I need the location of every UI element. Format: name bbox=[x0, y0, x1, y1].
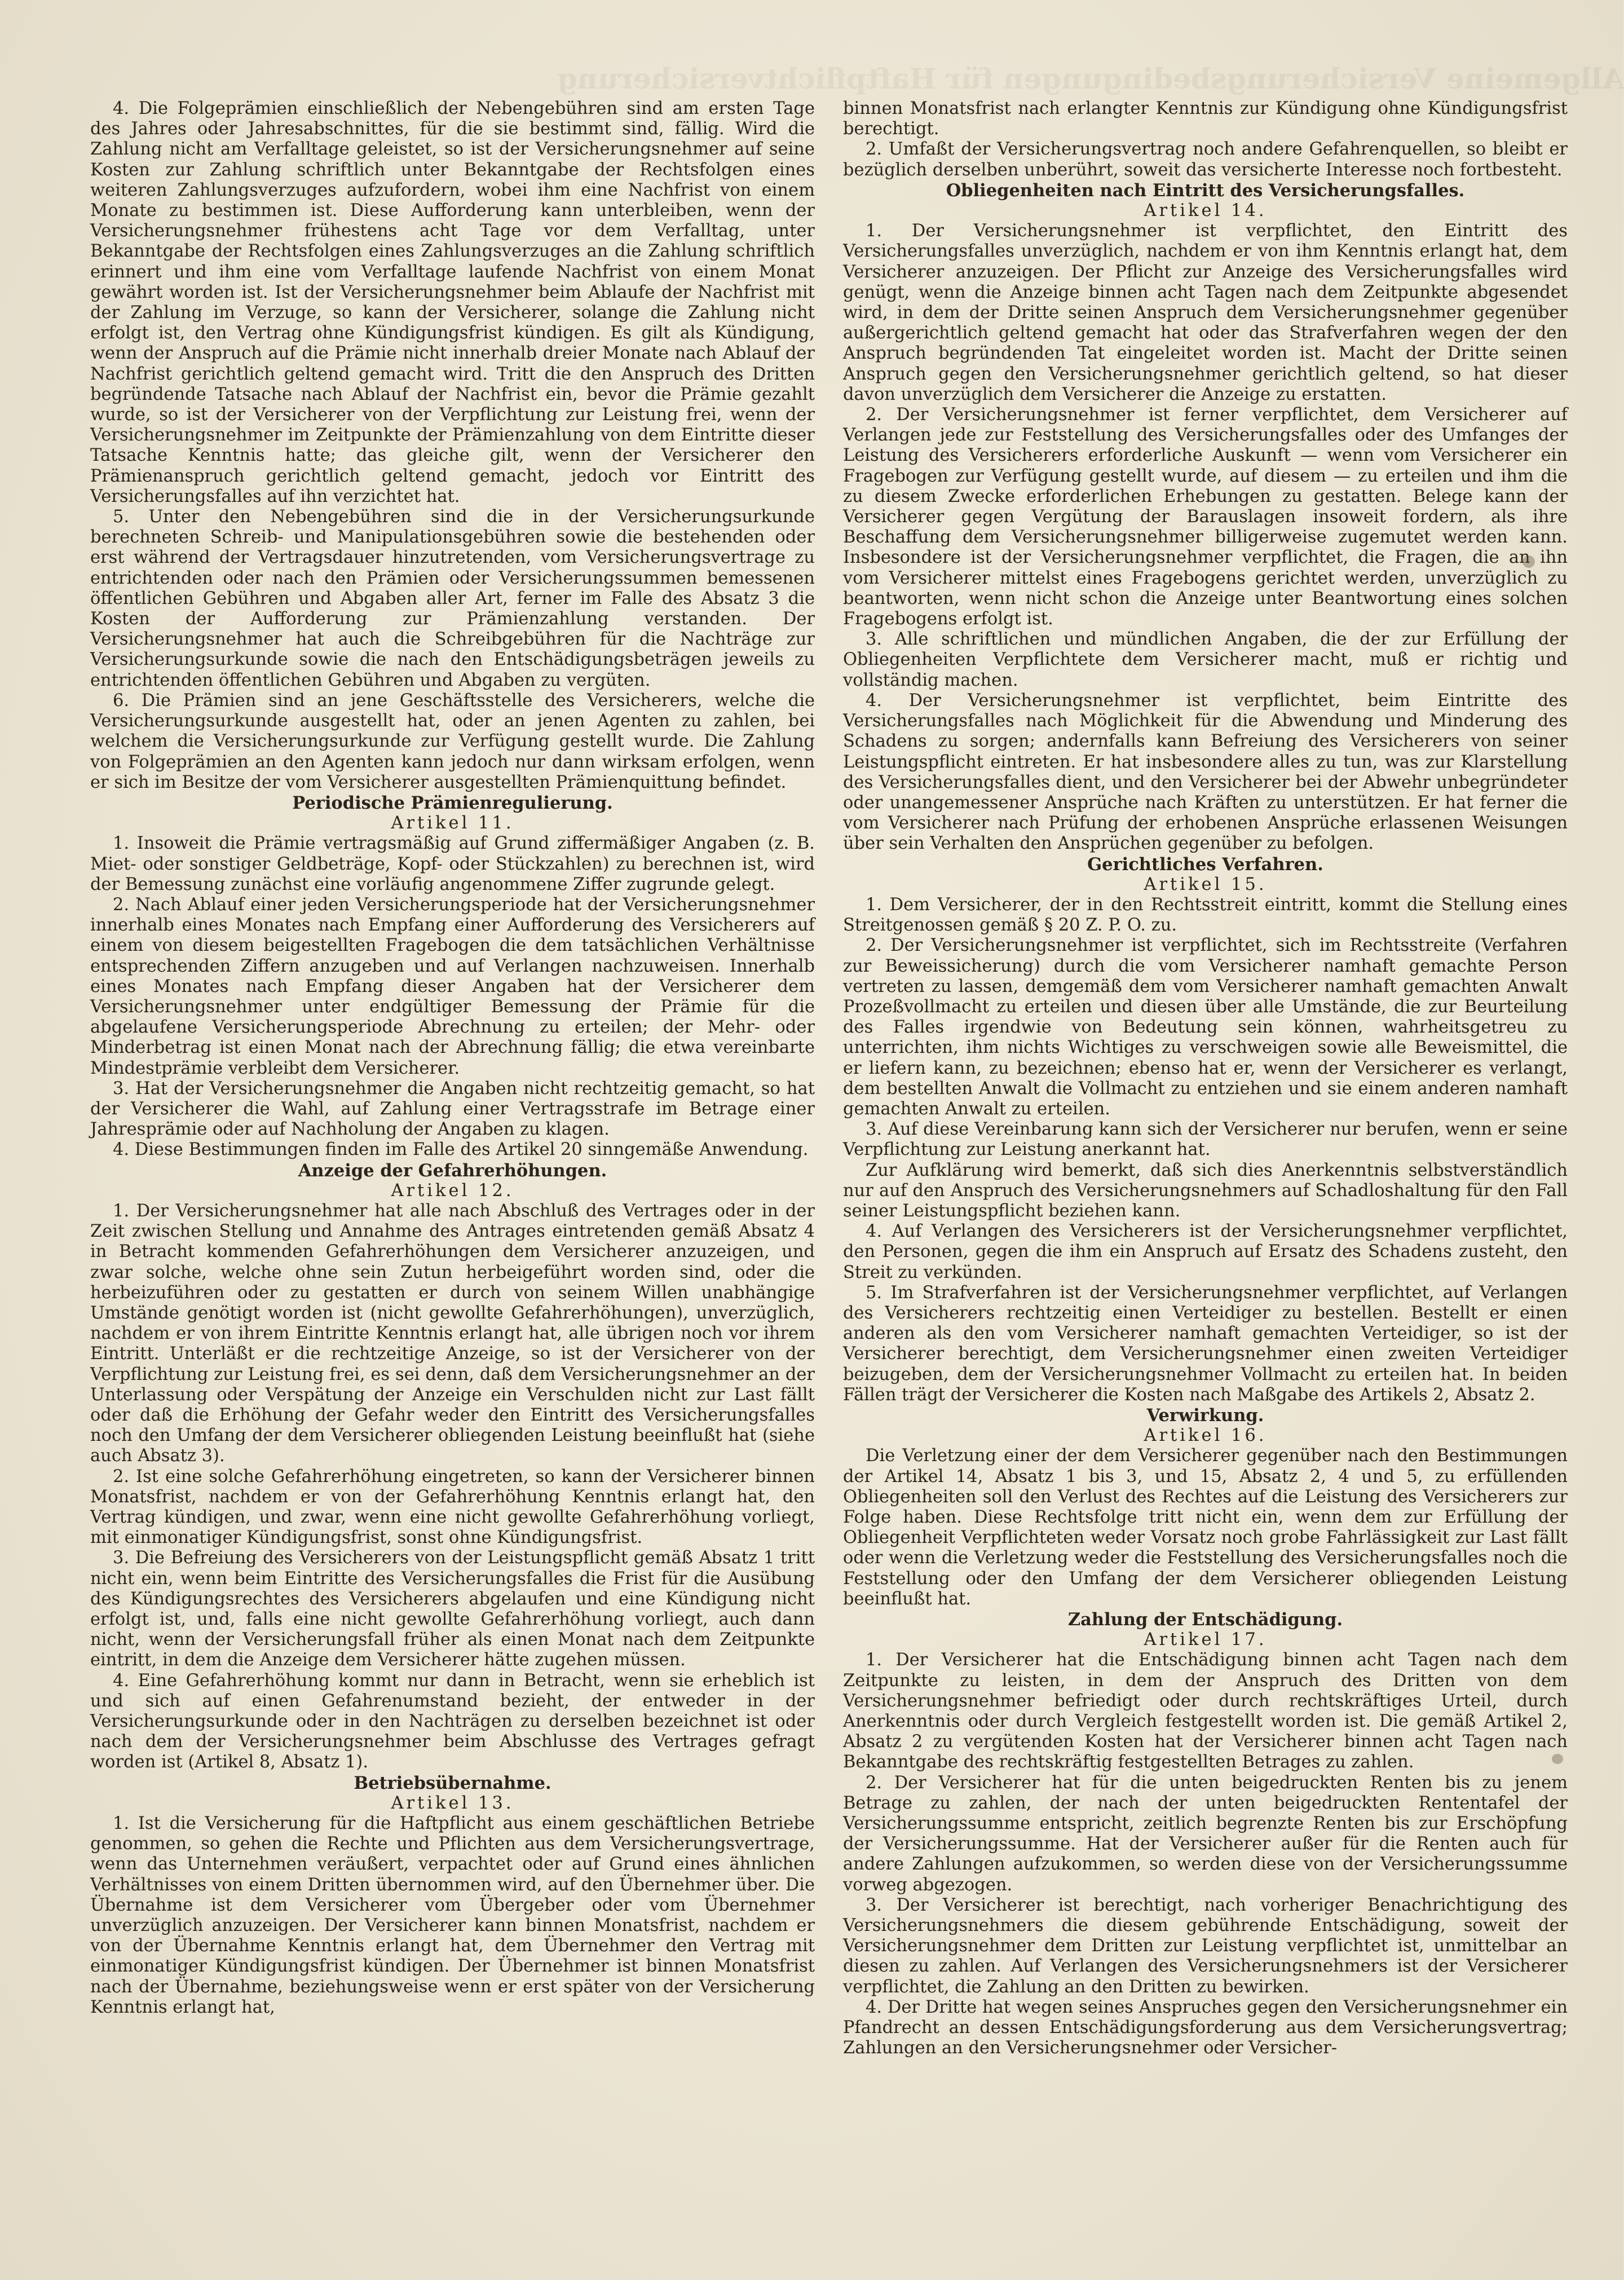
paragraph: 6. Die Prämien sind an jene Geschäftsstelle des Versicherers, welche die Versicherungsurkunde ausgestellt hat, oder an jenen Agenten zu zahlen, bei welchem die Versicherungsurkunde zur Verfügung gestellt wurde. Die Zahlung von Folgeprämien an den Agenten kann jedoch nur dann wirksam erfolgen, wenn er sich im Besitze der vom Versicherer ausgestellten Prämienquittung befindet. bbox=[90, 690, 815, 792]
right-column bbox=[843, 99, 1568, 2242]
section-heading: Anzeige der Gefahrerhöhungen. bbox=[298, 1160, 607, 1181]
section-heading: Zahlung der Entschädigung. bbox=[1067, 1609, 1343, 1630]
paragraph: 4. Eine Gefahrerhöhung kommt nur dann in Betracht, wenn sie erheblich ist und sich auf einen Gefahrenumstand bezieht, der entweder in der Versicherungsurkunde oder in den Nachträgen zu derselben bezeichnet ist oder nach dem der Versicherungsnehmer beim Abschlusse des Vertrages gefragt worden ist (Artikel 8, Absatz 1). bbox=[90, 1670, 815, 1772]
paragraph: 4. Auf Verlangen des Versicherers ist der Versicherungsnehmer verpflichtet, den Personen, gegen die ihm ein Anspruch auf Ersatz des Schadens zusteht, den Streit zu verkünden. bbox=[843, 1221, 1568, 1282]
paragraph: 1. Insoweit die Prämie vertragsmäßig auf Grund ziffermäßiger Angaben (z. B. Miet- oder sonstiger Geldbeträge, Kopf- oder Stückzahlen) zu berechnen ist, wird der Bemessung zunächst eine vorläufig angenommene Ziffer zugrunde gelegt. bbox=[90, 833, 815, 894]
paragraph: 2. Der Versicherungsnehmer ist verpflichtet, sich im Rechtsstreite (Verfahren zur Beweissicherung) durch die vom Versicherer namhaft gemachte Person vertreten zu lassen, demgemäß dem vom Versicherer namhaft gemachten Anwalt Prozeßvollmacht zu erteilen und diesen über alle Umstände, die zur Beurteilung des Falles irgendwie von Bedeutung sein können, wahrheitsgetreu zu unterrichten, ihm nichts Wichtiges zu verschweigen sowie alle Beweismittel, die er liefern kann, zu bezeichnen; ebenso hat er, wenn der Versicherer es verlangt, dem bestellten Anwalt die Vollmacht zu entziehen und sie einem anderen namhaft gemachten Anwalt zu erteilen. bbox=[843, 936, 1568, 1119]
section-heading: Verwirkung. bbox=[1146, 1405, 1264, 1426]
paragraph-continued: binnen Monatsfrist nach erlangter Kenntnis zur Kündigung ohne Kündigungsfrist berechtigt. bbox=[843, 99, 1568, 139]
paragraph: 3. Auf diese Vereinbarung kann sich der Versicherer nur berufen, wenn er seine Verpflichtung zur Leistung anerkannt hat. bbox=[843, 1119, 1568, 1160]
paragraph: Zur Aufklärung wird bemerkt, daß sich dies Anerkenntnis selbstverständlich nur auf den Anspruch des Versicherungsnehmers auf Schadloshaltung für den Fall seiner Leistungspflicht beziehen kann. bbox=[843, 1160, 1568, 1221]
left-column bbox=[90, 99, 815, 2242]
paragraph: 2. Der Versicherungsnehmer ist ferner verpflichtet, dem Versicherer auf Verlangen jede zur Feststellung des Versicherungsfalles oder des Umfanges der Leistung des Versicherers erforderliche Auskunft — wenn vom Versicherer ein Fragebogen zur Verfügung gestellt wurde, auf diesem — zu erteilen und ihm die zu diesem Zwecke erforderlichen Erhebungen zu gestatten. Belege kann der Versicherer gegen Vergütung der Barauslagen insoweit fordern, als ihre Beschaffung dem Versicherungsnehmer billigerweise zugemutet werden kann. Insbesondere ist der Versicherungsnehmer verpflichtet, die Fragen, die an ihn vom Versicherer mittelst eines Fragebogens gerichtet werden, unverzüglich zu beantworten, wenn nicht schon die Anzeige unter Beantwortung eines solchen Fragebogens erfolgt ist. bbox=[843, 405, 1568, 629]
bleed-through-heading: Allgemeine Versicherungsbedingungen für Haftpflichtversicherung bbox=[557, 62, 1624, 95]
paragraph: 3. Der Versicherer ist berechtigt, nach vorheriger Benachrichtigung des Versicherungsnehmers die diesem gebührende Entschädigung, soweit der Versicherungsnehmer dem Dritten zur Leistung verpflichtet ist, unmittelbar an diesen zu zahlen. Auf Verlangen des Versicherungsnehmers ist der Versicherer verpflichtet, die Zahlung an den Dritten zu bewirken. bbox=[843, 1895, 1568, 1997]
paragraph: 1. Der Versicherungsnehmer ist verpflichtet, den Eintritt des Versicherungsfalles unverzüglich, nachdem er von ihm Kenntnis erlangt hat, dem Versicherer anzuzeigen. Der Pflicht zur Anzeige des Versicherungsfalles wird genügt, wenn die Anzeige binnen acht Tagen nach dem Zeitpunkte abgesendet wird, in dem der Dritte seinen Anspruch dem Versicherungsnehmer gegenüber außergerichtlich geltend gemacht hat oder das Strafverfahren wegen der den Anspruch begründenden Tat eingeleitet worden ist. Macht der Dritte seinen Anspruch gegen den Versicherungsnehmer gerichtlich geltend, so hat dieser davon unverzüglich dem Versicherer die Anzeige zu erstatten. bbox=[843, 221, 1568, 404]
section-heading: Obliegenheiten nach Eintritt des Versicherungsfalles. bbox=[946, 180, 1465, 201]
paragraph: 3. Die Befreiung des Versicherers von der Leistungspflicht gemäß Absatz 1 tritt nicht ein, wenn beim Eintritte des Versicherungsfalles die Frist für die Ausübung des Kündigungsrechtes des Versicherers abgelaufen und eine Kündigung nicht erfolgt ist, und, falls eine nicht gewollte Gefahrerhöhung vorliegt, auch dann nicht, wenn der Versicherungsfall früher als einen Monat nach dem Zeitpunkte eintritt, in dem die Anzeige dem Versicherer hätte zugehen müssen. bbox=[90, 1548, 815, 1670]
paragraph: 5. Unter den Nebengebühren sind die in der Versicherungsurkunde berechneten Schreib- und Manipulationsgebühren sowie die bestehenden oder erst während der Vertragsdauer hinzutretenden, vom Versicherungsvertrage zu entrichtenden oder nach den Prämien oder Versicherungssummen bemessenen öffentlichen Gebühren und Abgaben aller Art, ferner im Falle des Absatz 3 die Kosten der Aufforderung zur Prämienzahlung verstanden. Der Versicherungsnehmer hat auch die Schreibgebühren für die Nachträge zur Versicherungsurkunde sowie die nach den Entschädigungsbeträgen jeweils zu entrichtenden öffentlichen Gebühren und Abgaben zu vergüten. bbox=[90, 507, 815, 690]
ink-spot bbox=[1552, 1754, 1563, 1764]
article-number: Artikel 12. bbox=[391, 1180, 514, 1201]
paragraph: 3. Hat der Versicherungsnehmer die Angaben nicht rechtzeitig gemacht, so hat der Versicherer die Wahl, auf Zahlung einer Vertragsstrafe im Betrage einer Jahresprämie oder auf Nachholung der Angaben zu klagen. bbox=[90, 1078, 815, 1140]
paragraph: 1. Dem Versicherer, der in den Rechtsstreit eintritt, kommt die Stellung eines Streitgenossen gemäß § 20 Z. P. O. zu. bbox=[843, 894, 1568, 936]
paragraph: 4. Der Versicherungsnehmer ist verpflichtet, beim Eintritte des Versicherungsfalles nach Möglichkeit für die Abwendung und Minderung des Schadens zu sorgen; andernfalls kann Befreiung des Versicherers von seiner Leistungspflicht eintreten. Er hat insbesondere alles zu tun, was zur Klarstellung des Versicherungsfalles dient, und den Versicherer bei der Abwehr unbegründeter oder unangemessener Ansprüche nach Kräften zu unterstützen. Er hat ferner die vom Versicherer nach Prüfung der erhobenen Ansprüche erlassenen Weisungen über sein Verhalten den Ansprüchen gegenüber zu befolgen. bbox=[843, 690, 1568, 854]
paragraph: 2. Umfaßt der Versicherungsvertrag noch andere Gefahrenquellen, so bleibt er bezüglich derselben unberührt, soweit das versicherte Interesse noch fortbesteht. bbox=[843, 139, 1568, 180]
paragraph: Die Verletzung einer der dem Versicherer gegenüber nach den Bestimmungen der Artikel 14, Absatz 1 bis 3, und 15, Absatz 2, 4 und 5, zu erfüllenden Obliegenheiten soll den Verlust des Rechtes auf die Leistung des Versicherers zur Folge haben. Diese Rechtsfolge tritt nicht ein, wenn dem zur Erfüllung der Obliegenheit Verpflichteten weder Vorsatz noch grobe Fahrlässigkeit zur Last fällt oder wenn die Verletzung weder die Feststellung des Versicherungsfalles noch die Feststellung oder den Umfang der dem Versicherer obliegenden Leistung beeinflußt hat. bbox=[843, 1446, 1568, 1609]
article-number: Artikel 16. bbox=[1144, 1426, 1267, 1446]
article-number: Artikel 11. bbox=[391, 813, 514, 833]
paragraph: 4. Diese Bestimmungen finden im Falle des Artikel 20 sinngemäße Anwendung. bbox=[113, 1140, 809, 1160]
paragraph: 2. Ist eine solche Gefahrerhöhung eingetreten, so kann der Versicherer binnen Monatsfrist, nachdem er von der Gefahrerhöhung Kenntnis erlangt hat, den Vertrag kündigen, und zwar, wenn eine nicht gewollte Gefahrerhöhung vorliegt, mit einmonatiger Kündigungsfrist, sonst ohne Kündigungsfrist. bbox=[90, 1466, 815, 1548]
article-number: Artikel 17. bbox=[1144, 1630, 1267, 1650]
section-heading: Periodische Prämienregulierung. bbox=[292, 792, 613, 813]
section-heading: Gerichtliches Verfahren. bbox=[1087, 854, 1323, 875]
article-number: Artikel 14. bbox=[1144, 201, 1267, 221]
paragraph: 4. Der Dritte hat wegen seines Anspruches gegen den Versicherungsnehmer ein Pfandrecht an dessen Entschädigungsforderung aus dem Versicherungsvertrag; Zahlungen an den Versicherungsnehmer oder Versicher- bbox=[843, 1997, 1568, 2058]
paragraph: 2. Der Versicherer hat für die unten beigedruckten Renten bis zu jenem Betrage zu zahlen, der nach der unten beigedruckten Rententafel der Versicherungssumme entspricht, zeitlich begrenzte Renten bis zur Erschöpfung der Versicherungssumme. Hat der Versicherer außer für die Renten auch für andere Zahlungen aufzukommen, so werden diese von der Versicherungssumme vorweg abgezogen. bbox=[843, 1772, 1568, 1895]
article-number: Artikel 13. bbox=[391, 1793, 514, 1813]
paragraph: 4. Die Folgeprämien einschließlich der Nebengebühren sind am ersten Tage des Jahres oder Jahresabschnittes, für die sie bestimmt sind, fällig. Wird die Zahlung nicht am Verfalltage geleistet, so ist der Versicherungsnehmer auf seine Kosten zur Zahlung schriftlich unter Bekanntgabe der Rechtsfolgen eines weiteren Zahlungsverzuges aufzufordern, wobei ihm eine Nachfrist von einem Monate zu bestimmen ist. Diese Aufforderung kann unterbleiben, wenn der Versicherungsnehmer frühestens acht Tage vor dem Verfalltag, unter Bekanntgabe der Rechtsfolgen eines Zahlungsverzuges an die Zahlung schriftlich erinnert und ihm eine vom Verfalltage laufende Nachfrist von einem Monat gewährt worden ist. Ist der Versicherungsnehmer beim Ablaufe der Nachfrist mit der Zahlung im Verzuge, so kann der Versicherer, solange die Zahlung nicht erfolgt ist, den Vertrag ohne Kündigungsfrist kündigen. Es gilt als Kündigung, wenn der Anspruch auf die Prämie nicht innerhalb dreier Monate nach Ablauf der Nachfrist gerichtlich geltend gemacht wird. Tritt die den Anspruch des Dritten begründende Tatsache nach Ablauf der Nachfrist ein, bevor die Prämie gezahlt wurde, so ist der Versicherer von der Verpflichtung zur Leistung frei, wenn der Versicherungsnehmer im Zeitpunkte der Prämienzahlung von dem Eintritte dieser Tatsache Kenntnis hatte; das gleiche gilt, wenn der Versicherer den Prämienanspruch gerichtlich geltend gemacht, jedoch vor Eintritt des Versicherungsfalles auf ihn verzichtet hat. bbox=[90, 99, 815, 506]
article-number: Artikel 15. bbox=[1144, 874, 1267, 894]
paragraph: 1. Der Versicherungsnehmer hat alle nach Abschluß des Vertrages oder in der Zeit zwischen Stellung und Annahme des Antrages eintretenden gemäß Absatz 4 in Betracht kommenden Gefahrerhöhungen dem Versicherer anzuzeigen, und zwar solche, welche ohne sein Zutun herbeigeführt worden sind, oder die herbeizuführen oder zu gestatten er durch von seinem Willen unabhängige Umstände genötigt worden ist (nicht gewollte Gefahrerhöhungen), unverzüglich, nachdem er von ihrem Eintritte Kenntnis erlangt hat, alle übrigen noch vor ihrem Eintritt. Unterläßt er die rechtzeitige Anzeige, so ist der Versicherer von der Verpflichtung zur Leistung frei, es sei denn, daß dem Versicherungsnehmer an der Unterlassung oder Verspätung der Anzeige ein Verschulden nicht zur Last fällt oder daß die Erhöhung der Gefahr weder den Eintritt des Versicherungsfalles noch den Umfang der dem Versicherer obliegenden Leistung beeinflußt hat (siehe auch Absatz 3). bbox=[90, 1201, 815, 1466]
ink-spot bbox=[1522, 555, 1535, 568]
paragraph: 2. Nach Ablauf einer jeden Versicherungsperiode hat der Versicherungsnehmer innerhalb eines Monates nach Empfang einer Aufforderung des Versicherers auf einem von diesem beigestellten Fragebogen die dem tatsächlichen Verhältnisse entsprechenden Ziffern anzugeben und auf Verlangen nachzuweisen. Innerhalb eines Monates nach Empfang dieser Angaben hat der Versicherer dem Versicherungsnehmer unter endgültiger Bemessung der Prämie für die abgelaufene Versicherungsperiode Abrechnung zu erteilen; der Mehr- oder Minderbetrag ist einen Monat nach der Abrechnung fällig; die etwa vereinbarte Mindestprämie verbleibt dem Versicherer. bbox=[90, 894, 815, 1078]
paragraph: 3. Alle schriftlichen und mündlichen Angaben, die der zur Erfüllung der Obliegenheiten Verpflichtete dem Versicherer macht, muß er richtig und vollständig machen. bbox=[843, 629, 1568, 690]
section-heading: Betriebsübernahme. bbox=[354, 1772, 551, 1793]
paragraph: 5. Im Strafverfahren ist der Versicherungsnehmer verpflichtet, auf Verlangen des Versicherers rechtzeitig einen Verteidiger zu bestellen. Bestellt er einen anderen als den vom Versicherer namhaft gemachten Verteidiger, so ist der Versicherer berechtigt, dem Versicherungsnehmer einen zweiten Verteidiger beizugeben, dem der Versicherungsnehmer Vollmacht zu erteilen hat. In beiden Fällen trägt der Versicherer die Kosten nach Maßgabe des Artikels 2, Absatz 2. bbox=[843, 1282, 1568, 1405]
paragraph: 1. Der Versicherer hat die Entschädigung binnen acht Tagen nach dem Zeitpunkte zu leisten, in dem der Anspruch des Dritten von dem Versicherungsnehmer befriedigt oder durch rechtskräftiges Urteil, durch Anerkenntnis oder durch Vergleich festgestellt worden ist. Die gemäß Artikel 2, Absatz 2 zu vergütenden Kosten hat der Versicherer binnen acht Tagen nach Bekanntgabe des rechtskräftig festgestellten Betrages zu zahlen. bbox=[843, 1650, 1568, 1772]
paragraph: 1. Ist die Versicherung für die Haftpflicht aus einem geschäftlichen Betriebe genommen, so gehen die Rechte und Pflichten aus dem Versicherungsvertrage, wenn das Unternehmen veräußert, verpachtet oder auf Grund eines ähnlichen Verhältnisses von einem Dritten übernommen wird, auf den Übernehmer über. Die Übernahme ist dem Versicherer vom Übergeber oder vom Übernehmer unverzüglich anzuzeigen. Der Versicherer kann binnen Monatsfrist, nachdem er von der Übernahme Kenntnis erlangt hat, dem Übernehmer den Vertrag mit einmonatiger Kündigungsfrist kündigen. Der Übernehmer ist binnen Monatsfrist nach der Übernahme, beziehungsweise wenn er erst später von der Versicherung Kenntnis erlangt hat, bbox=[90, 1814, 815, 2017]
